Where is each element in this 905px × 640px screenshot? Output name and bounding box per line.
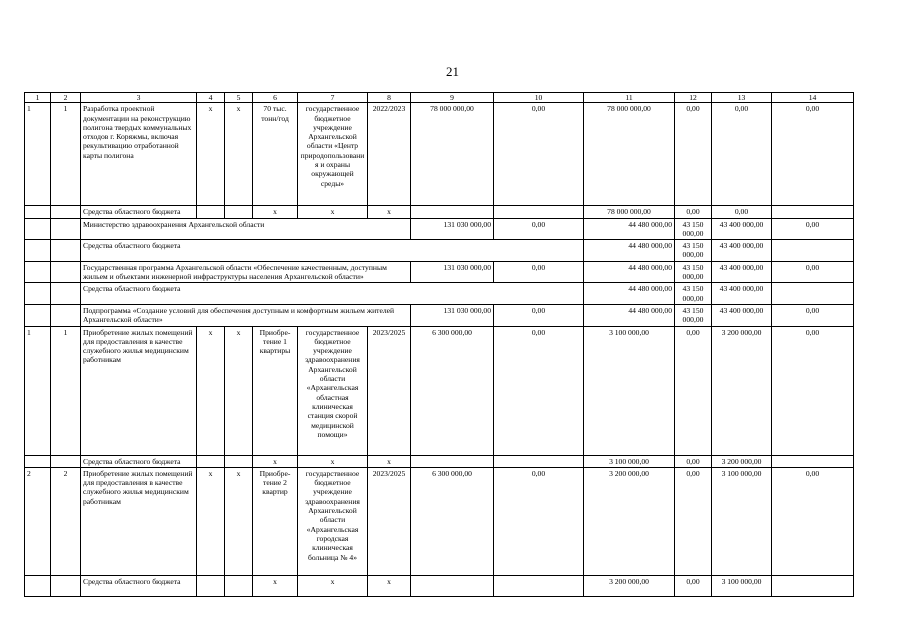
page-number: 21: [446, 64, 459, 79]
cell-num: 2: [51, 467, 81, 575]
cell-amount: 0,00: [494, 103, 584, 206]
cell-amount: 3 200 000,00: [584, 575, 675, 596]
col-header: 3: [81, 93, 197, 103]
cell-num: 1: [25, 103, 51, 206]
cell-period: 2022/2023: [368, 103, 411, 206]
cell-amount: 0,00: [675, 206, 712, 218]
cell-amount: 43 400 000,00: [712, 261, 772, 283]
cell-amount: 0,00: [675, 103, 712, 206]
table-row: [25, 326, 854, 455]
cell-amount: 6 300 000,00: [411, 326, 494, 455]
cell-amount: 3 200 000,00: [712, 455, 772, 467]
cell-amount: 43 150 000,00: [675, 283, 712, 305]
table-row: [25, 467, 854, 575]
col-header: 11: [584, 93, 675, 103]
cell-x: х: [368, 575, 411, 596]
col-header: 6: [253, 93, 298, 103]
cell-x: х: [197, 103, 225, 206]
cell-x: х: [253, 575, 298, 596]
cell-x: х: [225, 103, 253, 206]
cell-capacity: 70 тыс. тонн/год: [253, 103, 298, 206]
cell-capacity: Приобре-тение 2 квартир: [253, 467, 298, 575]
cell-amount: 0,00: [772, 326, 854, 455]
cell-name: Приобретение жилых помещений для предоставления в качестве служебного жилья медицинским работникам: [81, 326, 197, 455]
cell-amount: 44 480 000,00: [584, 261, 675, 283]
cell-x: х: [225, 467, 253, 575]
cell-amount: 43 400 000,00: [712, 218, 772, 240]
cell-x: х: [298, 575, 368, 596]
cell-amount: 0,00: [772, 218, 854, 240]
cell-executor: государственное бюджетное учреждение здравоохранения Архангельской области «Архангельская городская клиническая больница № 4»: [298, 467, 368, 575]
table-row: [25, 575, 854, 596]
cell-amount: 0,00: [772, 304, 854, 326]
cell-amount: 0,00: [675, 575, 712, 596]
cell-x: х: [225, 326, 253, 455]
budget-table: [24, 92, 854, 597]
cell-amount: 3 100 000,00: [584, 455, 675, 467]
col-header: 7: [298, 93, 368, 103]
cell-amount: 0,00: [675, 467, 712, 575]
cell-name: Средства областного бюджета: [81, 206, 197, 218]
cell-amount: 44 480 000,00: [584, 218, 675, 240]
cell-period: 2023/2025: [368, 326, 411, 455]
cell-amount: 43 400 000,00: [712, 283, 772, 305]
cell-executor: государственное бюджетное учреждение здравоохранения Архангельской области «Архангельская областная клиническая станция скорой медицинской помощи»: [298, 326, 368, 455]
cell-amount: 0,00: [675, 326, 712, 455]
cell-name: Приобретение жилых помещений для предоставления в качестве служебного жилья медицинским работникам: [81, 467, 197, 575]
cell-name: Средства областного бюджета: [81, 455, 197, 467]
cell-amount: 3 100 000,00: [584, 326, 675, 455]
table-row: [25, 103, 854, 206]
col-header: 12: [675, 93, 712, 103]
cell-capacity: Приобре-тение 1 квартиры: [253, 326, 298, 455]
table-row: [25, 455, 854, 467]
cell-x: х: [197, 467, 225, 575]
cell-amount: 0,00: [772, 103, 854, 206]
cell-amount: 44 480 000,00: [584, 304, 675, 326]
cell-amount: 78 000 000,00: [584, 103, 675, 206]
cell-amount: 0,00: [712, 206, 772, 218]
cell-amount: 6 300 000,00: [411, 467, 494, 575]
cell-amount: 3 100 000,00: [712, 467, 772, 575]
cell-amount: 0,00: [772, 467, 854, 575]
cell-name: Разработка проектной документации на реконструкцию полигона твердых коммунальных отходов г. Коряжмы, включая рекультивацию отработанной карты полигона: [81, 103, 197, 206]
table-row: [25, 283, 854, 305]
table-row: [25, 218, 854, 240]
cell-amount: 43 150 000,00: [675, 218, 712, 240]
cell-num: 1: [25, 326, 51, 455]
cell-amount: 0,00: [494, 261, 584, 283]
cell-x: х: [253, 455, 298, 467]
cell-amount: 131 030 000,00: [411, 261, 494, 283]
table-row: [25, 261, 854, 283]
cell-amount: 0,00: [712, 103, 772, 206]
cell-num: 1: [51, 326, 81, 455]
cell-amount: 131 030 000,00: [411, 304, 494, 326]
header-row: [25, 93, 854, 103]
table-row: [25, 206, 854, 218]
cell-program: Государственная программа Архангельской области «Обеспечение качественным, доступным жильем и объектами инженерной инфраструктуры населения Архангельской области»: [81, 261, 411, 283]
col-header: 14: [772, 93, 854, 103]
cell-amount: 131 030 000,00: [411, 218, 494, 240]
cell-name: Средства областного бюджета: [81, 575, 197, 596]
cell-amount: 44 480 000,00: [584, 283, 675, 305]
cell-subprogram: Подпрограмма «Создание условий для обеспечения доступным и комфортным жильем жителей Архангельской области»: [81, 304, 411, 326]
col-header: 13: [712, 93, 772, 103]
cell-amount: 43 150 000,00: [675, 304, 712, 326]
cell-amount: 43 150 000,00: [675, 261, 712, 283]
col-header: 9: [411, 93, 494, 103]
cell-amount: 0,00: [675, 455, 712, 467]
cell-x: х: [253, 206, 298, 218]
col-header: 1: [25, 93, 51, 103]
cell-period: 2023/2025: [368, 467, 411, 575]
col-header: 5: [225, 93, 253, 103]
cell-x: х: [197, 326, 225, 455]
cell-amount: 43 150 000,00: [675, 240, 712, 262]
cell-num: 2: [25, 467, 51, 575]
cell-x: х: [368, 455, 411, 467]
cell-amount: 0,00: [494, 304, 584, 326]
cell-amount: 3 200 000,00: [712, 326, 772, 455]
cell-amount: 3 200 000,00: [584, 467, 675, 575]
cell-name: Средства областного бюджета: [81, 240, 584, 262]
cell-amount: 44 480 000,00: [584, 240, 675, 262]
cell-amount: 0,00: [494, 467, 584, 575]
cell-name: Средства областного бюджета: [81, 283, 584, 305]
cell-amount: 0,00: [494, 218, 584, 240]
cell-amount: 0,00: [772, 261, 854, 283]
cell-amount: 78 000 000,00: [411, 103, 494, 206]
cell-amount: 78 000 000,00: [584, 206, 675, 218]
cell-num: 1: [51, 103, 81, 206]
cell-amount: 0,00: [494, 326, 584, 455]
table-row: [25, 240, 854, 262]
cell-amount: 43 400 000,00: [712, 304, 772, 326]
cell-amount: 3 100 000,00: [712, 575, 772, 596]
col-header: 10: [494, 93, 584, 103]
cell-ministry: Министерство здравоохранения Архангельской области: [81, 218, 411, 240]
col-header: 8: [368, 93, 411, 103]
table-row: [25, 304, 854, 326]
col-header: 4: [197, 93, 225, 103]
cell-executor: государственное бюджетное учреждение Архангельской области «Центр природопользования и охраны окружающей среды»: [298, 103, 368, 206]
cell-x: х: [298, 206, 368, 218]
cell-amount: 43 400 000,00: [712, 240, 772, 262]
cell-x: х: [298, 455, 368, 467]
cell-x: х: [368, 206, 411, 218]
col-header: 2: [51, 93, 81, 103]
